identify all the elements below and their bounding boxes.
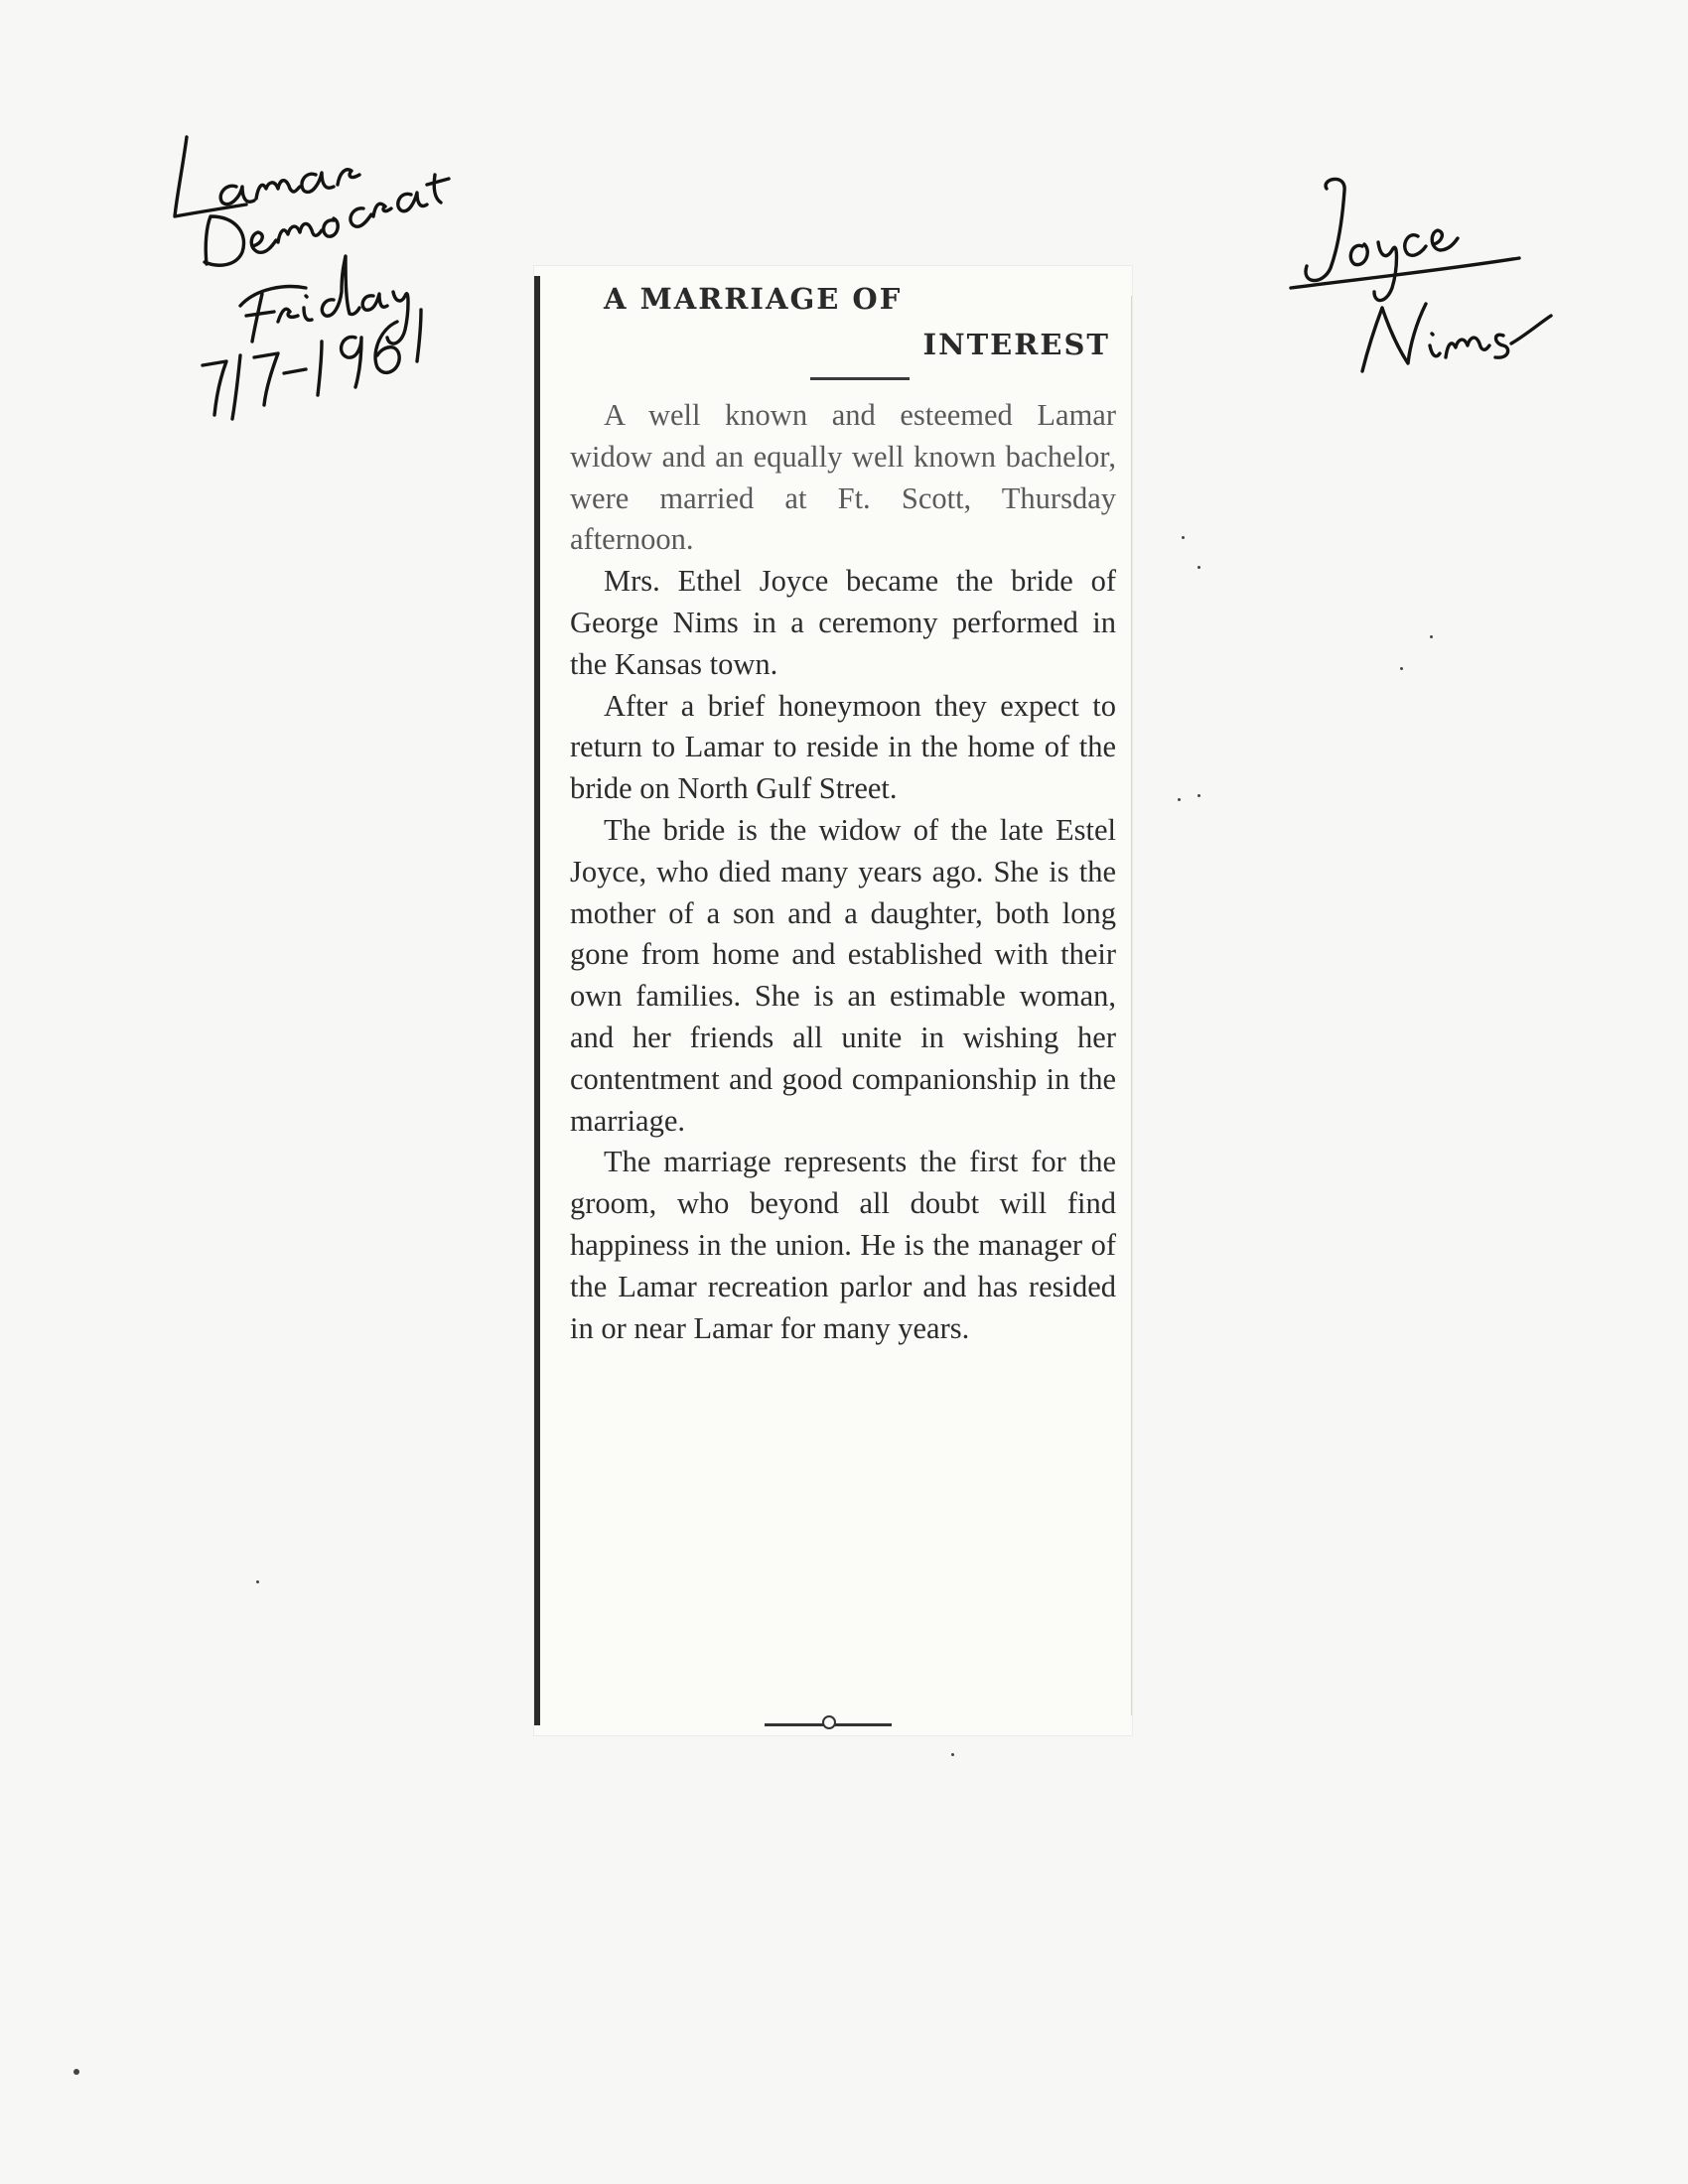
clipping-edge <box>1131 296 1132 1715</box>
handwritten-names-note <box>1291 169 1559 397</box>
headline-line-2: INTEREST <box>922 328 1110 361</box>
headline-divider <box>810 377 910 380</box>
paragraph-1: A well known and esteemed Lamar widow and an equally well known bachelor, were married at Ft. Scott, Thursday afternoon. <box>570 398 1116 557</box>
paragraph-3: After a brief honeymoon they expect to return to Lamar to reside in the home of the bride on North Gulf Street. <box>570 688 1116 806</box>
scan-speck <box>1182 536 1185 539</box>
paragraph-2: Mrs. Ethel Joyce became the bride of George Nims in a ceremony performed in the Kansas town. <box>570 564 1116 681</box>
headline <box>604 276 1110 367</box>
handwritten-source-note <box>167 117 494 425</box>
paragraph-5: The marriage represents the first for the groom, who beyond all doubt will find happiness in the union. He is the manager of the Lamar recreation parlor and has resided in or near Lamar for many years. <box>570 1145 1116 1345</box>
scan-speck <box>1430 635 1433 638</box>
scan-speck <box>73 2069 79 2075</box>
newspaper-clipping <box>534 266 1132 1735</box>
handwriting-strokes-left <box>167 117 494 425</box>
scan-speck <box>1197 566 1200 569</box>
column-rule <box>534 276 540 1725</box>
article-body <box>570 395 1116 1349</box>
paragraph-4: The bride is the widow of the late Estel Joyce, who died many years ago. She is the mother of a son and a daughter, both long gone from home and established with their own families. She is an estimable woman, and her friends all unite in wishing her contentment and good companionship in the marriage. <box>570 812 1116 1138</box>
scan-speck <box>1400 667 1403 670</box>
end-divider-ornament <box>822 1715 836 1729</box>
scan-speck <box>1197 794 1200 797</box>
scan-speck <box>256 1580 259 1583</box>
headline-line-1: A MARRIAGE OF <box>604 282 903 316</box>
scan-speck <box>1178 798 1181 801</box>
handwriting-strokes-right <box>1291 169 1559 397</box>
scan-speck <box>951 1753 954 1756</box>
